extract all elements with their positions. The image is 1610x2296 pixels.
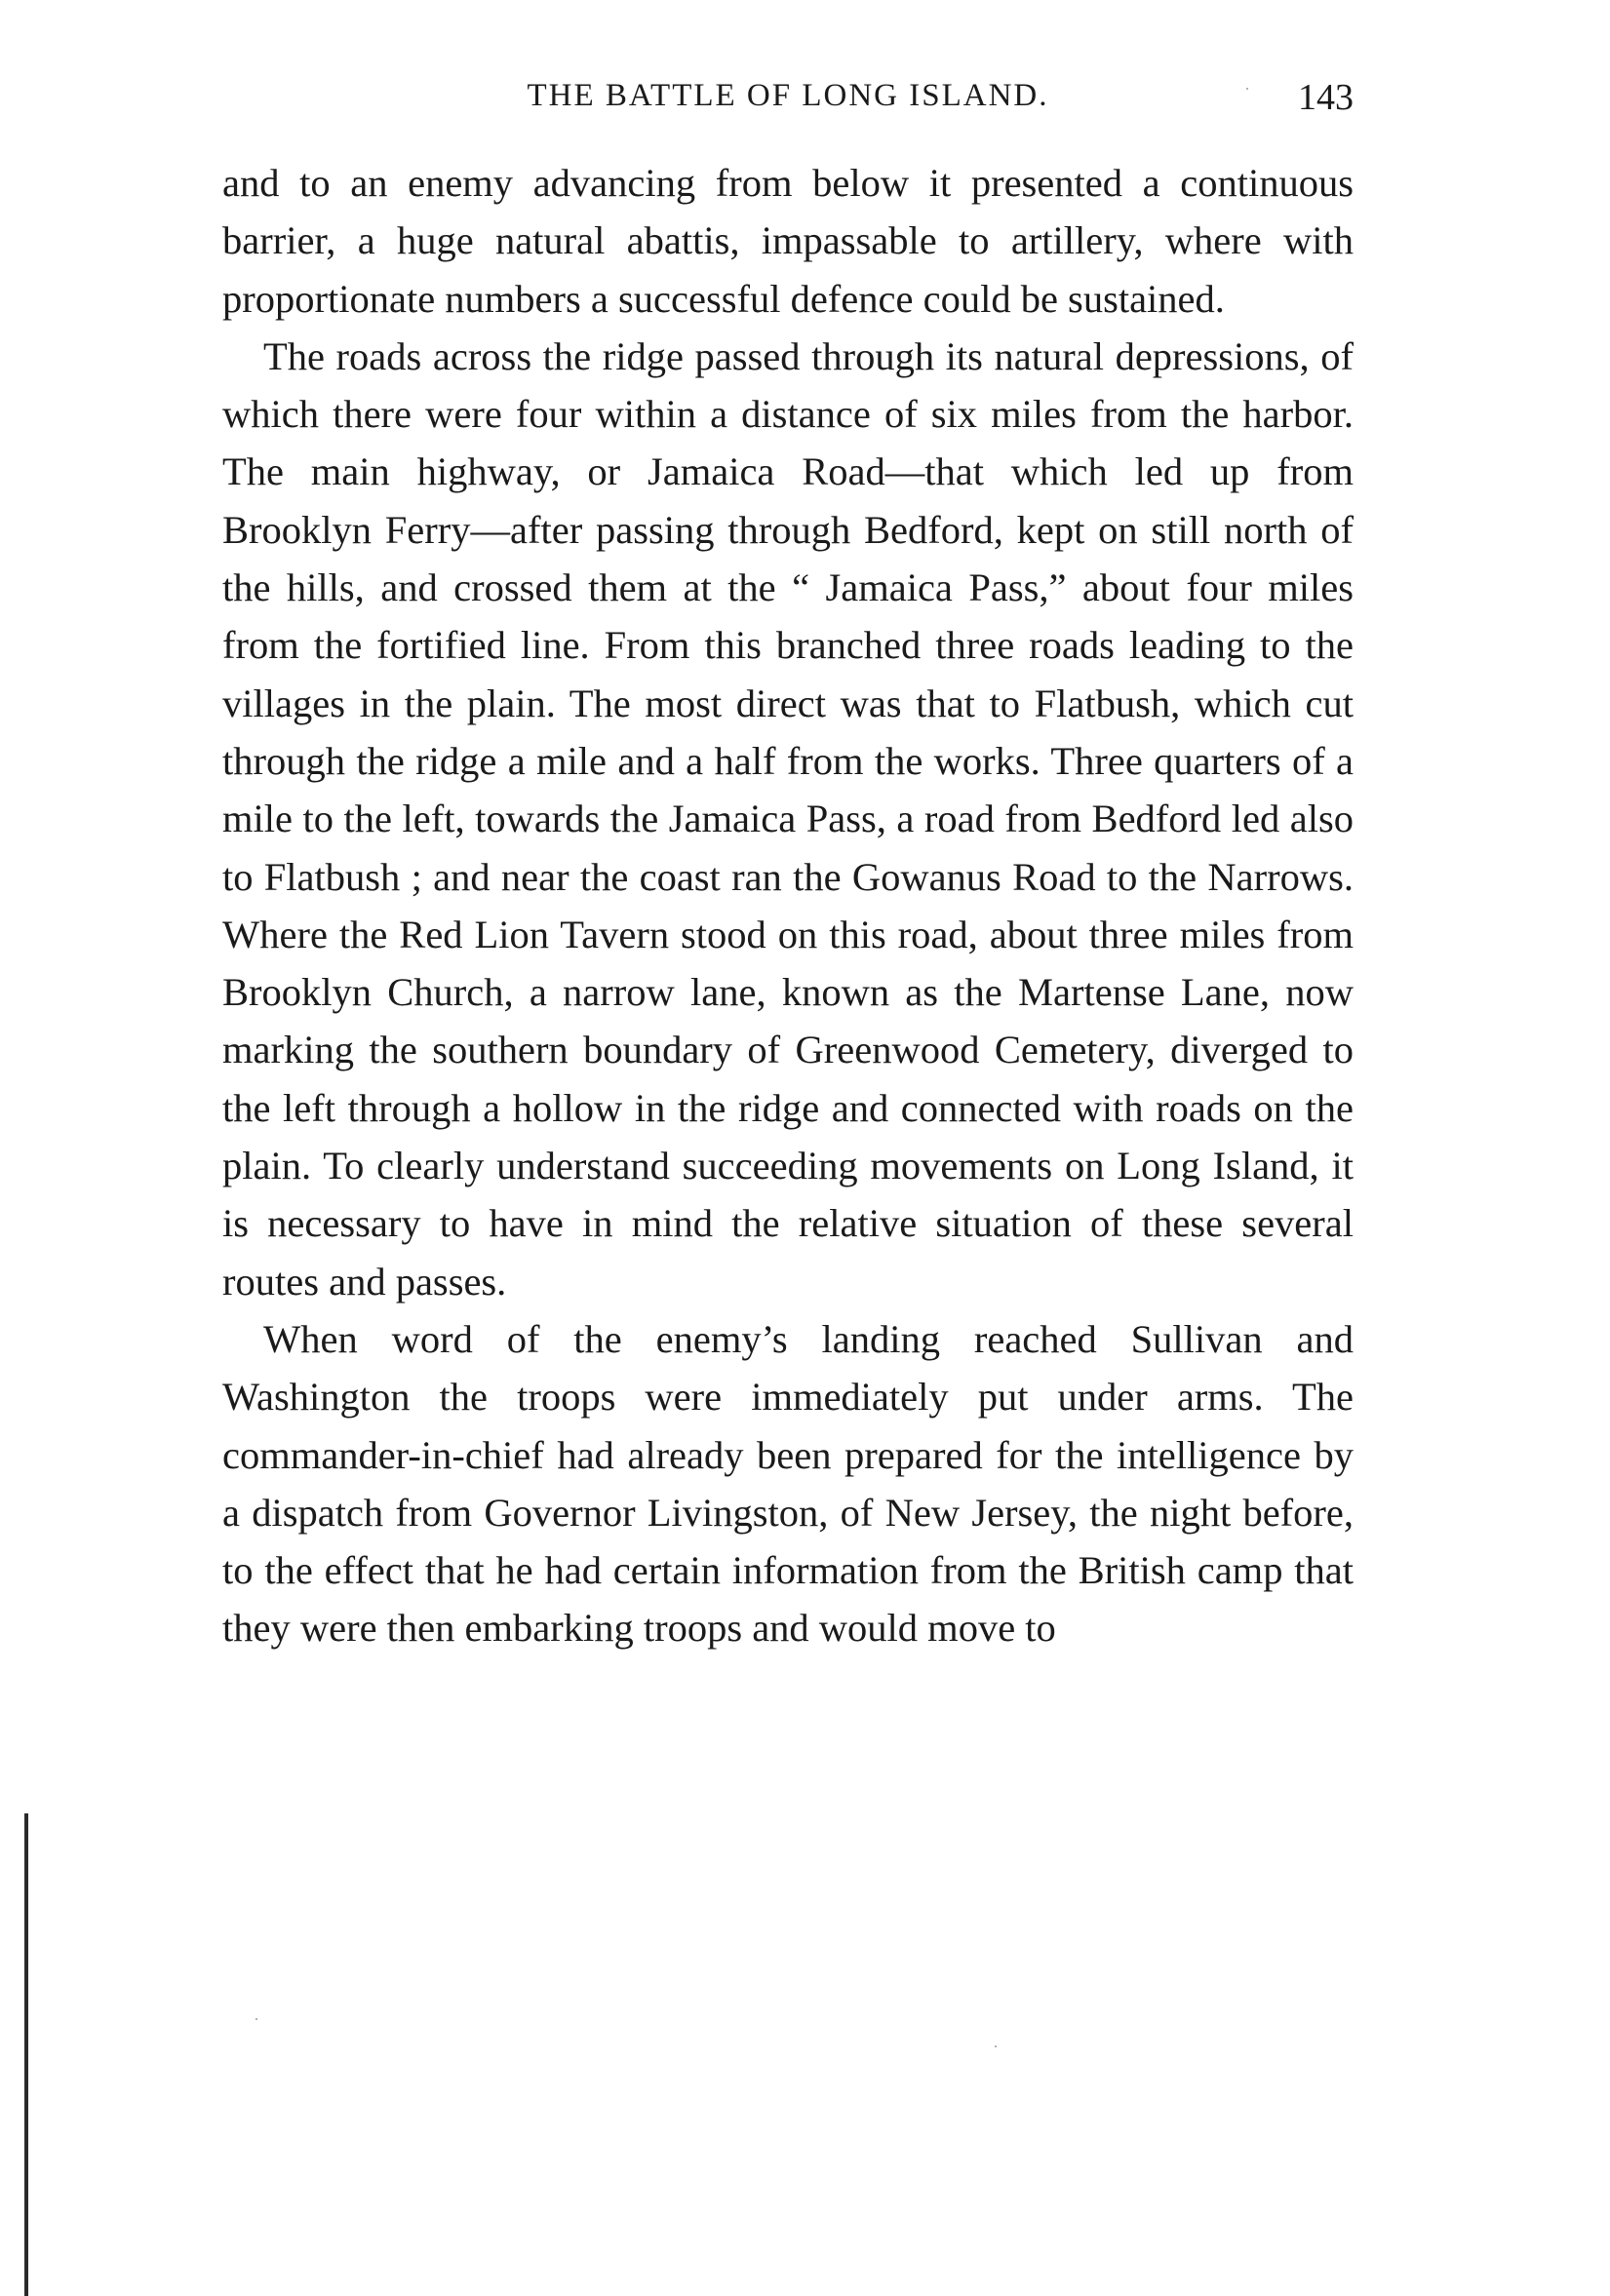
running-head — [222, 76, 1354, 125]
scan-edge-line — [24, 1813, 28, 2296]
paragraph-continued: and to an enemy advancing from below it presented a continuous barrier, a huge natural abattis, impassable to artillery, where with proportionate numbers a successful defence could be sustained. — [222, 161, 1354, 321]
body-text — [222, 154, 1354, 1657]
paragraph-roads: The roads across the ridge passed through its natural depressions, of which there were four within a distance of six miles from the harbor. The main highway, or Jamaica Road—that which led up from Brooklyn Ferry—after passing through Bedford, kept on still north of the hills, and crossed them at the “ Jamaica Pass,” about four miles from the fortified line. From this branched three roads leading to the villages in the plain. The most direct was that to Flatbush, which cut through the ridge a mile and a half from the works. Three quarters of a mile to the left, towards the Jamaica Pass, a road from Bedford led also to Flatbush ; and near the coast ran the Gowanus Road to the Narrows. Where the Red Lion Tavern stood on this road, about three miles from Brooklyn Church, a narrow lane, known as the Martense Lane, now marking the southern boundary of Greenwood Cemetery, diverged to the left through a hollow in the ridge and connected with roads on the plain. To clearly understand succeeding movements on Long Island, it is necessary to have in mind the relative situation of these several routes and passes. — [222, 333, 1354, 1304]
scan-speck — [255, 2018, 257, 2020]
scan-speck — [995, 2045, 997, 2047]
paragraph-landing: When word of the enemy’s landing reached Sullivan and Washington the troops were immediately put under arms. The commander-in-chief had already been prepared for the intelligence by a dispatch from Governor Livingston, of New Jersey, the night before, to the effect that he had certain information from the British camp that they were then embarking troops and would move to — [222, 1316, 1354, 1651]
page-number: 143 — [1298, 77, 1354, 118]
scan-speck — [1246, 88, 1248, 90]
running-title: THE BATTLE OF LONG ISLAND. — [527, 78, 1049, 113]
